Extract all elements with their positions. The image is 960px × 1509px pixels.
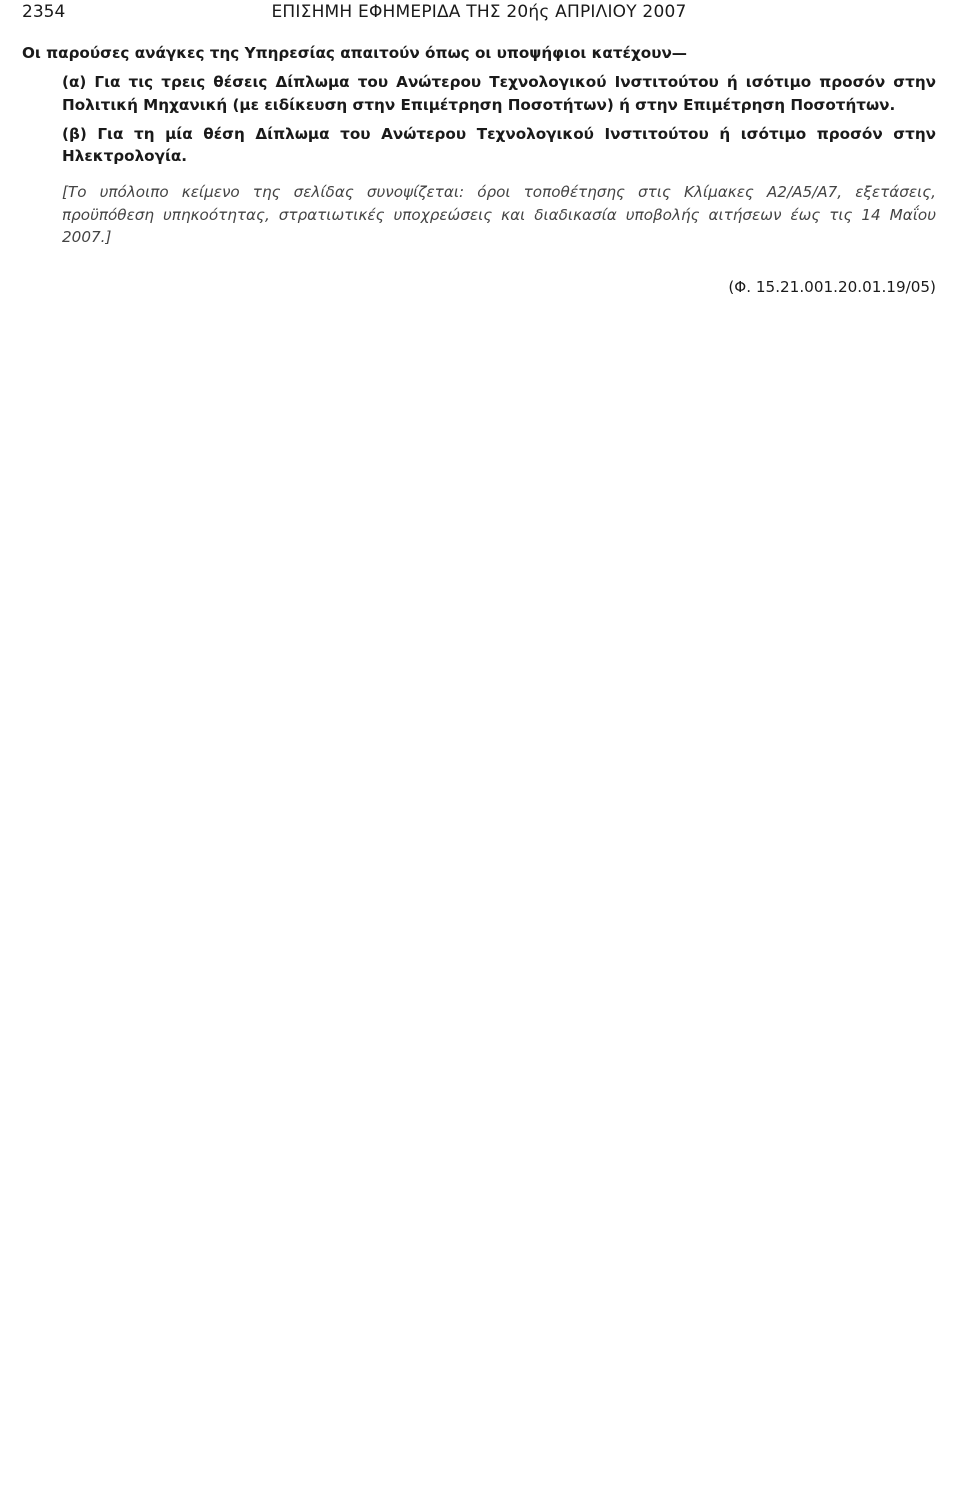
requirement-b: (β) Για τη μία θέση Δίπλωμα του Ανώτερου Τεχνολογικού Ινστιτούτου ή ισότιμο προσόν στην Ηλεκτρολογία. (62, 124, 936, 166)
requirements-lead: Οι παρούσες ανάγκες της Υπηρεσίας απαιτούν όπως οι υποψήφιοι κατέχουν— (22, 44, 687, 62)
file-reference: (Φ. 15.21.001.20.01.19/05) (728, 278, 936, 297)
page-number: 2354 (22, 2, 66, 22)
gazette-title: ΕΠΙΣΗΜΗ ΕΦΗΜΕΡΙΔΑ ΤΗΣ 20ής ΑΠΡΙΛΙΟΥ 2007 (271, 2, 687, 22)
page-header (22, 0, 936, 42)
gazette-body (22, 42, 936, 299)
summary-note: [Το υπόλοιπο κείμενο της σελίδας συνοψίζεται: όροι τοποθέτησης στις Κλίμακες Α2/Α5/Α7, εξετάσεις, προϋπόθεση υπηκοότητας, στρατιωτικές υποχρεώσεις και διαδικασία υποβολής αιτήσεων έως τις 14 Μαΐου 2007.] (62, 183, 936, 247)
requirement-a: (α) Για τις τρεις θέσεις Δίπλωμα του Ανώτερου Τεχνολογικού Ινστιτούτου ή ισότιμο προσόν στην Πολιτική Μηχανική (με ειδίκευση στην Επιμέτρηση Ποσοτήτων) ή στην Επιμέτρηση Ποσοτήτων. (62, 73, 936, 114)
